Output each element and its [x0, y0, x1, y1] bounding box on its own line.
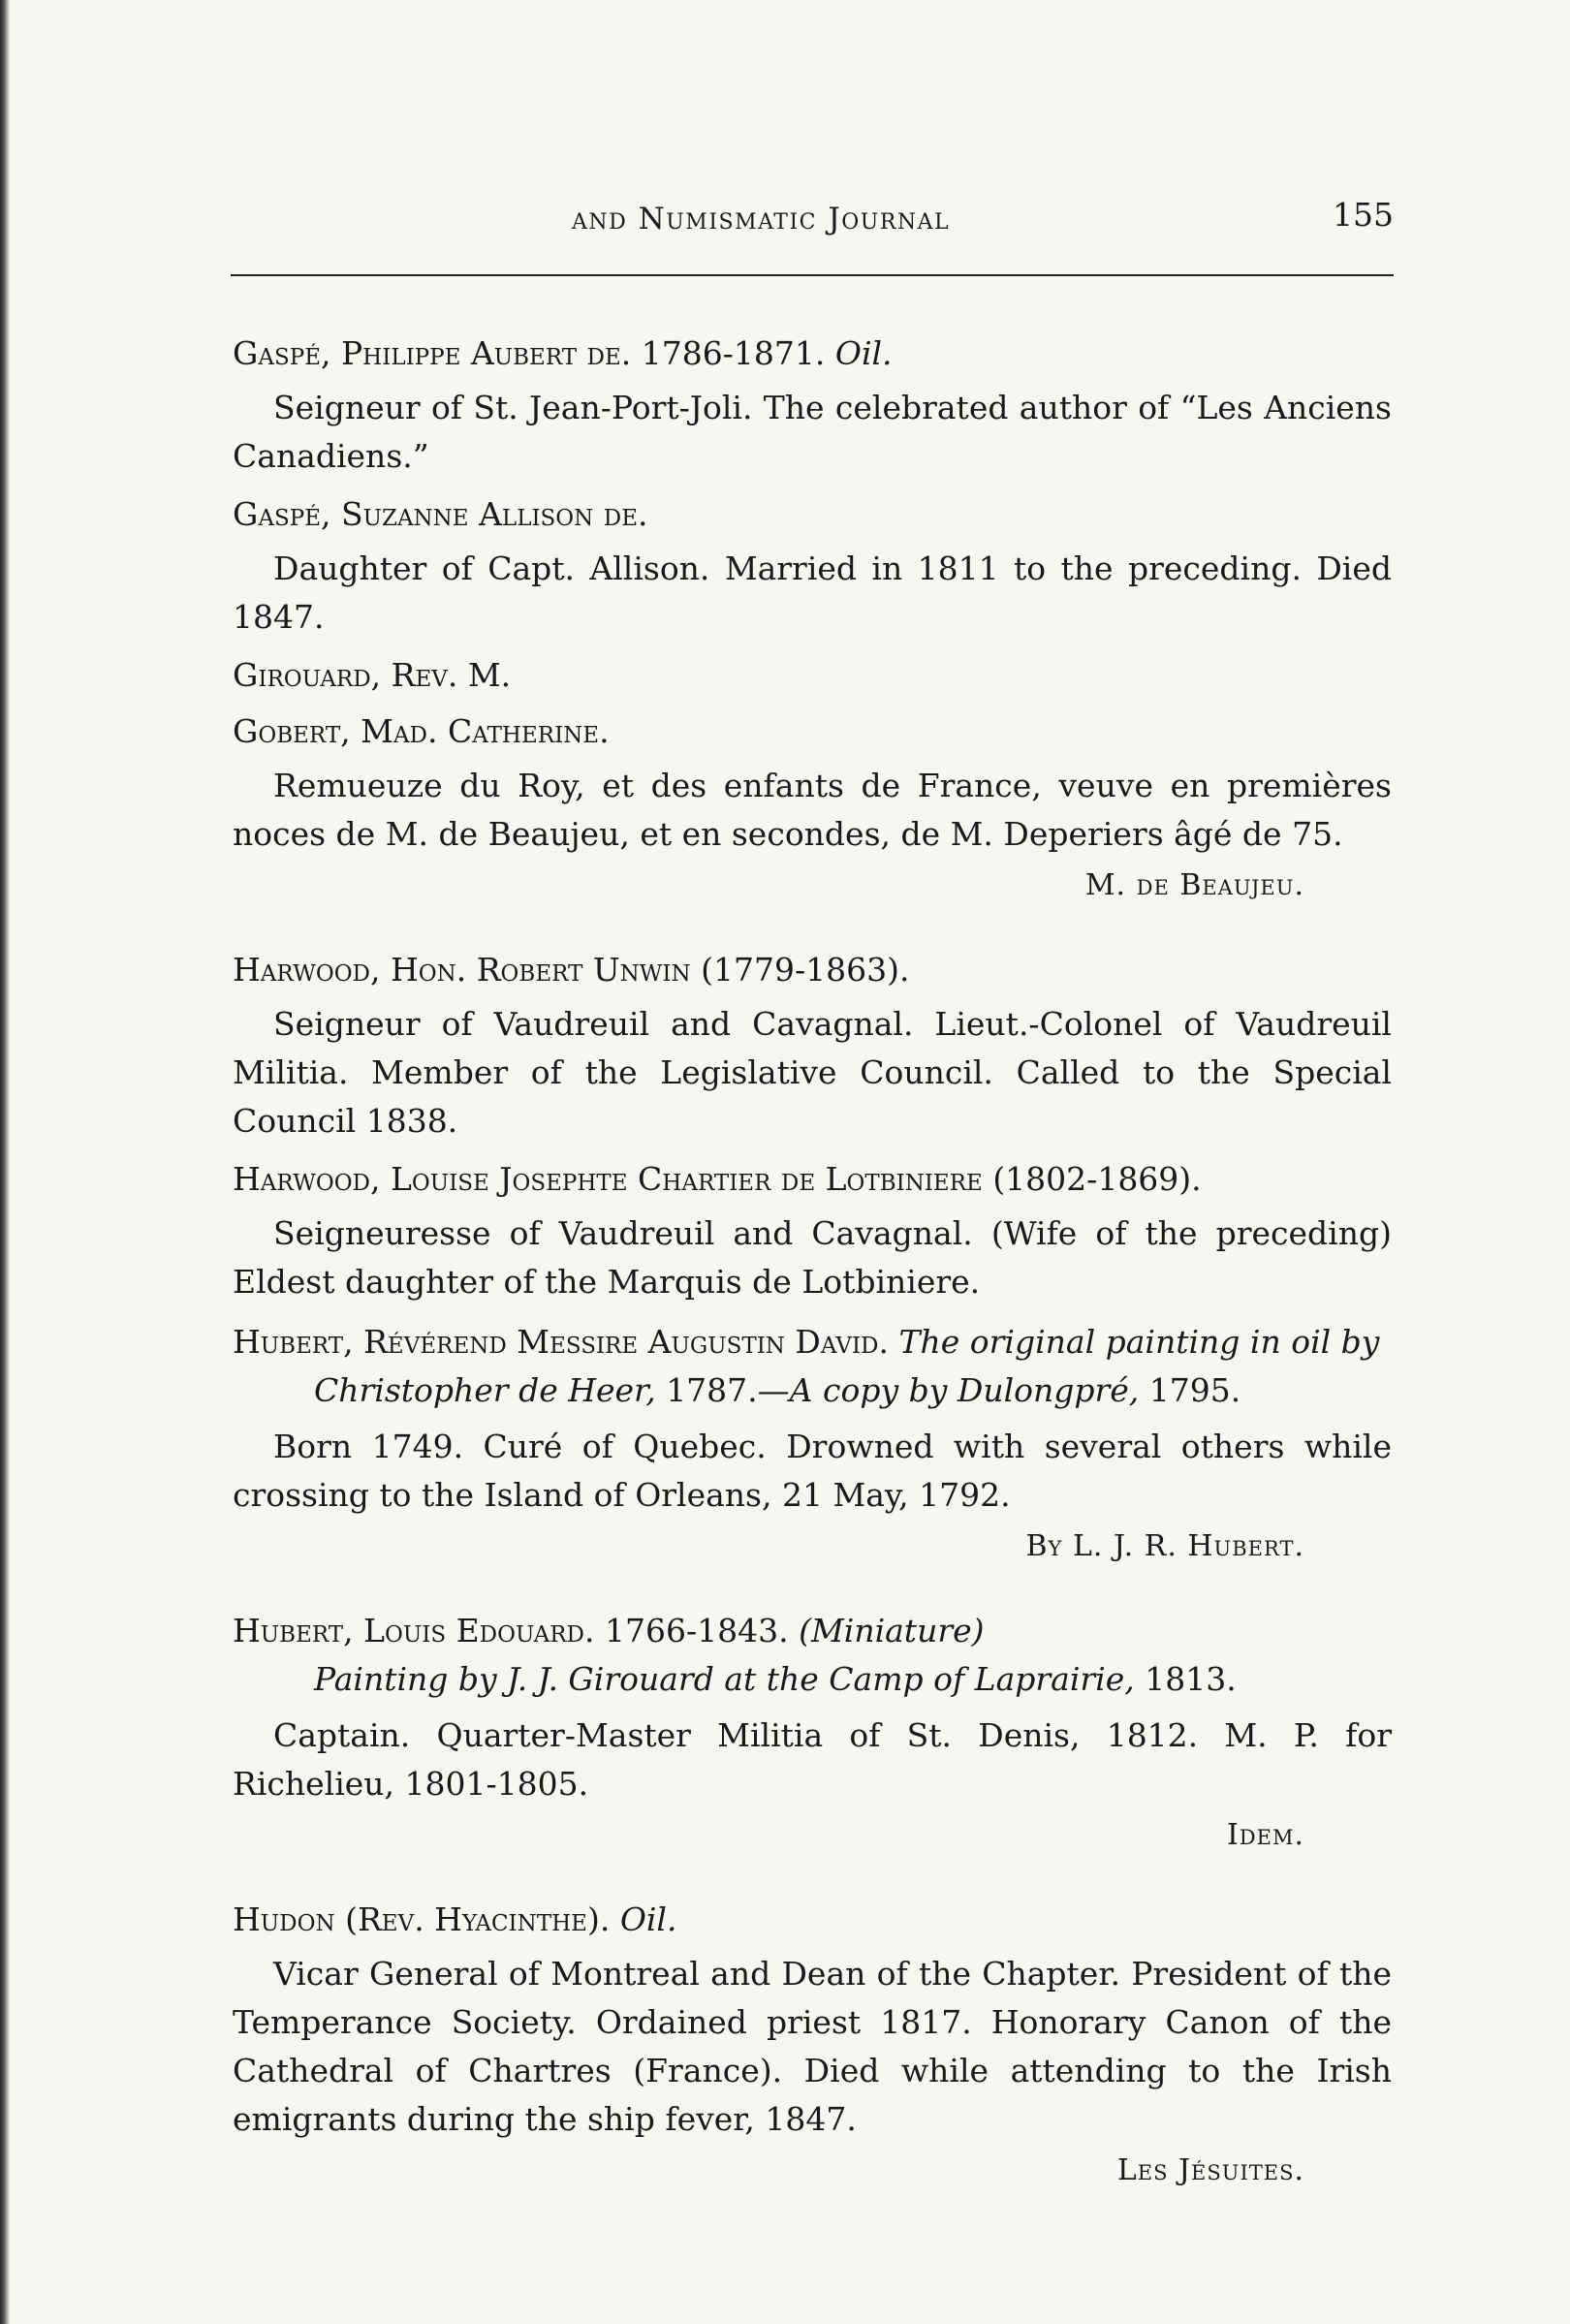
entry-source: Les Jésuites.: [1116, 2153, 1304, 2187]
entry-painting-line: [233, 1655, 1392, 1704]
entry-harwood-louise: [233, 1157, 1392, 1306]
entry-harwood-robert: [233, 948, 1392, 1146]
entry-painting-year: 1787.: [666, 1371, 758, 1409]
entry-name: Harwood, Hon. Robert Unwin: [233, 951, 691, 989]
entry-dates: 1786-1871.: [641, 334, 826, 372]
entry-dates: (1802-1869).: [992, 1160, 1202, 1198]
entry-source: By L. J. R. Hubert.: [1025, 1529, 1304, 1563]
entry-description: Vicar General of Montreal and Dean of the Chapter. President of the Temperance Society. Ordained priest 1817. Honorary Canon of the Cathedral of Chartres (France). Died while attending to the Irish emigrants during the ship fever, 1847.: [233, 1955, 1392, 2138]
entry-description: Seigneuresse of Vaudreuil and Cavagnal. (Wife of the preceding) Eldest daughter of the Marquis de Lotbiniere.: [233, 1214, 1392, 1301]
entry-description: Born 1749. Curé of Quebec. Drowned with several others while crossing to the Island of Orleans, 21 May, 1792.: [233, 1428, 1392, 1514]
entry-description: Seigneur of St. Jean-Port-Joli. The celebrated author of “Les Anciens Canadiens.”: [233, 389, 1392, 475]
entry-gaspe-philippe: [233, 331, 1392, 481]
entry-medium: (Miniature): [799, 1612, 985, 1649]
entry-heading: [233, 948, 1392, 992]
entry-description: Seigneur of Vaudreuil and Cavagnal. Lieut.-Colonel of Vaudreuil Militia. Member of the Legislative Council. Called to the Special Council 1838.: [233, 1005, 1392, 1140]
entry-medium: Oil.: [619, 1900, 677, 1938]
entry-heading: [233, 492, 1392, 537]
entry-name: Hubert, Louis Edouard.: [233, 1612, 595, 1649]
entry-name: Gaspé, Philippe Aubert de.: [233, 334, 632, 372]
entry-heading: [233, 709, 1392, 754]
entry-copy-year: 1795.: [1148, 1371, 1241, 1409]
page-number: 155: [1333, 196, 1394, 234]
entry-dates: (1779-1863).: [701, 951, 910, 989]
entry-dates: 1766-1843.: [605, 1612, 789, 1649]
running-title: and Numismatic Journal: [572, 202, 951, 236]
entry-name: Girouard, Rev. M.: [233, 656, 512, 694]
entry-medium: Oil.: [834, 334, 893, 372]
entry-hubert-augustin: [233, 1318, 1392, 1570]
entry-painting-year: 1813.: [1145, 1660, 1237, 1698]
entry-heading: [233, 653, 1392, 698]
entry-gobert: [233, 709, 1392, 909]
entry-name: Hubert, Révérend Messire Augustin David.: [233, 1323, 889, 1361]
entry-girouard: [233, 653, 1392, 698]
entry-name: Gaspé, Suzanne Allison de.: [233, 495, 648, 533]
entry-painting-note: Painting by J. J. Girouard at the Camp of Laprairie,: [314, 1660, 1135, 1698]
entry-description: Remueuze du Roy, et des enfants de France, veuve en premières noces de M. de Beaujeu, et en secondes, de M. Deperiers âgé de 75.: [233, 767, 1392, 853]
entry-source: M. de Beaujeu.: [1084, 868, 1304, 902]
entry-name: Harwood, Louise Josephte Chartier de Lotbiniere: [233, 1160, 983, 1198]
entry-heading: [233, 1898, 1392, 1942]
header-rule: [231, 274, 1394, 276]
page-body: [233, 320, 1392, 2194]
entry-description: Captain. Quarter-Master Militia of St. Denis, 1812. M. P. for Richelieu, 1801-1805.: [233, 1716, 1392, 1803]
entry-gaspe-suzanne: [233, 492, 1392, 642]
entry-hubert-louis: [233, 1609, 1392, 1859]
entry-copy-note: —A copy by Dulongpré,: [757, 1371, 1140, 1409]
entry-name: Hudon (Rev. Hyacinthe).: [233, 1900, 611, 1938]
running-head: [231, 196, 1394, 240]
entry-source: Idem.: [1226, 1818, 1304, 1852]
entry-hudon: [233, 1898, 1392, 2194]
entry-heading: [233, 331, 1392, 376]
entry-name: Gobert, Mad. Catherine.: [233, 712, 610, 750]
entry-heading: [233, 1318, 1392, 1415]
page-binding-edge: [0, 0, 10, 2324]
entry-painting-note: The original painting in oil by Christopher de Heer,: [314, 1323, 1380, 1409]
entry-heading: [233, 1157, 1392, 1202]
entry-heading: [233, 1609, 1392, 1653]
entry-description: Daughter of Capt. Allison. Married in 1811 to the preceding. Died 1847.: [233, 550, 1392, 636]
